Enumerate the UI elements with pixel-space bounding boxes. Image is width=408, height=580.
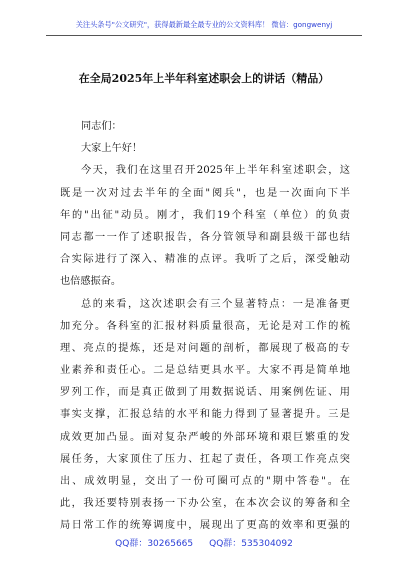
body-line: 既是一次对过去半年的全面"阅兵"，也是一次面向下半: [60, 187, 350, 199]
body-line: 业素养和责任心。二是总结更具水平。大家不再是简单地: [60, 365, 350, 377]
footer-qq-group-2: QQ群：535304092: [209, 539, 293, 549]
body-line: 加充分。各科室的汇报材料质量很高，无论是对工作的梳: [60, 320, 350, 332]
body-line: 今天，我们在这里召开2025年上半年科室述职会，这: [81, 165, 350, 177]
body-line: 罗列工作，而是真正做到了用数据说话、用案例佐证、用: [60, 387, 350, 399]
body-line: 大家上午好！: [81, 143, 143, 155]
document-body: [60, 116, 350, 538]
body-line: 也倍感振奋。: [60, 276, 122, 288]
body-line: 事实支撑，汇报总结的水平和能力得到了显著提升。三是: [60, 409, 350, 421]
header-promo-text: 关注头条号"公文研究"，获得最新最全最专业的公文资料库！ 微信：gongwenyj: [75, 20, 333, 29]
footer-qq-group-1: QQ群：30265665: [115, 539, 194, 549]
body-line: 合实际进行了深入、精准的点评。我听了之后，深受触动: [60, 254, 350, 266]
body-line: 同志都一一作了述职报告，各分管领导和副县级干部也结: [60, 231, 350, 243]
header-divider: [46, 35, 362, 36]
body-line: 理、亮点的提炼，还是对问题的剖析，都展现了极高的专: [60, 342, 350, 354]
body-line: 成效更加凸显。面对复杂严峻的外部环境和艰巨繁重的发: [60, 431, 350, 443]
body-line: 展任务，大家顶住了压力、扛起了责任，各项工作亮点突: [60, 453, 350, 465]
body-line: 出、成效明显，交出了一份可圈可点的"期中答卷"。在: [60, 476, 350, 487]
body-line: 同志们：: [81, 121, 122, 132]
body-line: 局日常工作的统筹调度中，展现出了更高的效率和更强的: [60, 520, 350, 532]
body-line: 总的来看，这次述职会有三个显著特点：一是准备更: [81, 298, 350, 310]
body-line: 年的"出征"动员。刚才，我们19个科室（单位）的负责: [60, 209, 350, 221]
footer-contact: [0, 536, 408, 549]
body-line: 此，我还要特别表扬一下办公室，在本次会议的筹备和全: [60, 498, 350, 510]
document-title: 在全局2025年上半年科室述职会上的讲话（精品）: [78, 72, 330, 85]
